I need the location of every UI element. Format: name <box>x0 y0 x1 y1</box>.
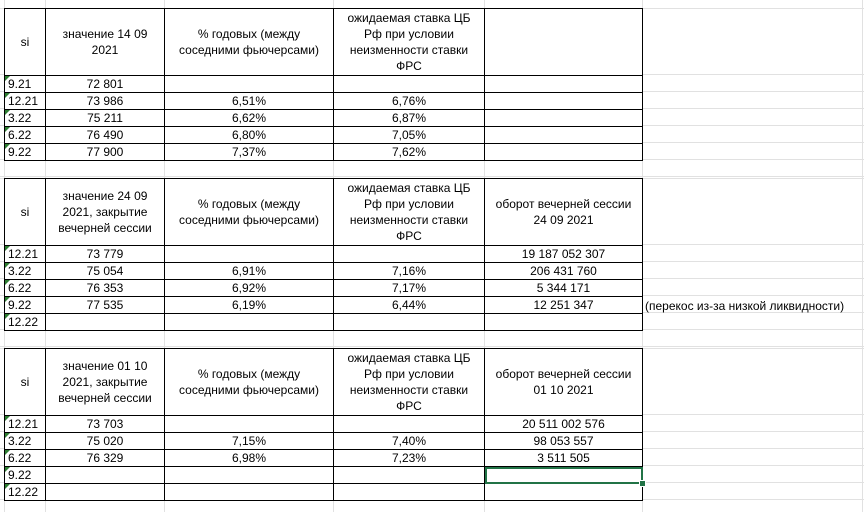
si-column-cell[interactable]: 6.22 <box>5 127 46 144</box>
value-column-cell[interactable]: 72 801 <box>46 76 165 93</box>
table-row <box>5 127 643 144</box>
si-column-cell[interactable]: 9.22 <box>5 297 46 314</box>
table-row <box>5 280 643 297</box>
table-row <box>5 467 643 484</box>
expected-rate-column-cell[interactable]: 7,05% <box>334 127 485 144</box>
value-column-cell[interactable] <box>46 484 165 501</box>
header-expected-rate-column[interactable]: ожидаемая ставка ЦБ Рф при условии неизменности ставки ФРС <box>334 9 485 76</box>
turnover-column-cell[interactable]: 5 344 171 <box>485 280 643 297</box>
value-column-cell[interactable]: 73 779 <box>46 246 165 263</box>
header-annual-percent-column[interactable]: % годовых (между соседними фьючерсами) <box>165 179 334 246</box>
expected-rate-column-cell[interactable] <box>334 416 485 433</box>
si-column-cell[interactable]: 12.21 <box>5 246 46 263</box>
turnover-column-cell[interactable] <box>485 127 643 144</box>
expected-rate-column-cell[interactable] <box>334 314 485 331</box>
si-column-cell[interactable]: 9.22 <box>5 144 46 161</box>
expected-rate-column-cell[interactable] <box>334 76 485 93</box>
header-value-column[interactable]: значение 01 10 2021, закрытие вечерней сессии <box>46 349 165 416</box>
value-column-cell[interactable]: 73 703 <box>46 416 165 433</box>
table-row <box>5 450 643 467</box>
si-column-cell[interactable]: 12.21 <box>5 93 46 110</box>
header-turnover-column[interactable]: оборот вечерней сессии 24 09 2021 <box>485 179 643 246</box>
turnover-column-cell[interactable]: 98 053 557 <box>485 433 643 450</box>
header-expected-rate-column[interactable]: ожидаемая ставка ЦБ Рф при условии неизменности ставки ФРС <box>334 349 485 416</box>
header-value-column[interactable]: значение 14 09 2021 <box>46 9 165 76</box>
value-column-cell[interactable]: 77 900 <box>46 144 165 161</box>
annual-percent-column-cell[interactable] <box>165 76 334 93</box>
expected-rate-column-cell[interactable]: 7,23% <box>334 450 485 467</box>
value-column-cell[interactable]: 75 020 <box>46 433 165 450</box>
header-annual-percent-column[interactable]: % годовых (между соседними фьючерсами) <box>165 9 334 76</box>
annual-percent-column-cell[interactable] <box>165 467 334 484</box>
table-row <box>5 433 643 450</box>
header-turnover-column[interactable]: оборот вечерней сессии 01 10 2021 <box>485 349 643 416</box>
header-si-column[interactable]: si <box>5 9 46 76</box>
si-column-cell[interactable]: 6.22 <box>5 280 46 297</box>
header-si-column[interactable]: si <box>5 349 46 416</box>
table-row <box>5 416 643 433</box>
annual-percent-column-cell[interactable]: 6,98% <box>165 450 334 467</box>
liquidity-note[interactable]: (перекос из-за низкой ликвидности) <box>645 299 845 313</box>
si-column-cell[interactable]: 12.22 <box>5 484 46 501</box>
turnover-column-cell[interactable]: 12 251 347 <box>485 297 643 314</box>
value-column-cell[interactable] <box>46 467 165 484</box>
value-column-cell[interactable]: 76 329 <box>46 450 165 467</box>
si-column-cell[interactable]: 9.21 <box>5 76 46 93</box>
annual-percent-column-cell[interactable] <box>165 314 334 331</box>
futures-table-01-10 <box>4 348 643 501</box>
expected-rate-column-cell[interactable] <box>334 484 485 501</box>
futures-table-24-09 <box>4 178 643 331</box>
si-column-cell[interactable]: 6.22 <box>5 450 46 467</box>
header-row <box>5 9 643 76</box>
turnover-column-cell[interactable]: 19 187 052 307 <box>485 246 643 263</box>
turnover-column-cell[interactable] <box>485 467 643 484</box>
annual-percent-column-cell[interactable]: 7,37% <box>165 144 334 161</box>
table-row <box>5 297 643 314</box>
expected-rate-column-cell[interactable]: 7,40% <box>334 433 485 450</box>
annual-percent-column-cell[interactable] <box>165 246 334 263</box>
turnover-column-cell[interactable]: 20 511 002 576 <box>485 416 643 433</box>
turnover-column-cell[interactable]: 206 431 760 <box>485 263 643 280</box>
table-row <box>5 314 643 331</box>
turnover-column-cell[interactable] <box>485 93 643 110</box>
table-row <box>5 93 643 110</box>
turnover-column-cell[interactable] <box>485 144 643 161</box>
annual-percent-column-cell[interactable] <box>165 484 334 501</box>
table-row <box>5 110 643 127</box>
header-turnover-column[interactable] <box>485 9 643 76</box>
si-column-cell[interactable]: 3.22 <box>5 263 46 280</box>
si-column-cell[interactable]: 9.22 <box>5 467 46 484</box>
header-expected-rate-column[interactable]: ожидаемая ставка ЦБ Рф при условии неизменности ставки ФРС <box>334 179 485 246</box>
table-row <box>5 484 643 501</box>
turnover-column-cell[interactable] <box>485 484 643 501</box>
si-column-cell[interactable]: 3.22 <box>5 110 46 127</box>
futures-table-14-09 <box>4 8 643 161</box>
expected-rate-column-cell[interactable] <box>334 467 485 484</box>
header-row <box>5 349 643 416</box>
annual-percent-column-cell[interactable]: 7,15% <box>165 433 334 450</box>
table-row <box>5 144 643 161</box>
expected-rate-column-cell[interactable]: 6,44% <box>334 297 485 314</box>
annual-percent-column-cell[interactable]: 6,19% <box>165 297 334 314</box>
header-si-column[interactable]: si <box>5 179 46 246</box>
annual-percent-column-cell[interactable]: 6,51% <box>165 93 334 110</box>
value-column-cell[interactable]: 75 054 <box>46 263 165 280</box>
annual-percent-column-cell[interactable]: 6,80% <box>165 127 334 144</box>
turnover-column-cell[interactable] <box>485 76 643 93</box>
expected-rate-column-cell[interactable]: 7,62% <box>334 144 485 161</box>
turnover-column-cell[interactable] <box>485 314 643 331</box>
expected-rate-column-cell[interactable]: 7,17% <box>334 280 485 297</box>
value-column-cell[interactable]: 76 353 <box>46 280 165 297</box>
value-column-cell[interactable]: 75 211 <box>46 110 165 127</box>
header-row <box>5 179 643 246</box>
annual-percent-column-cell[interactable] <box>165 416 334 433</box>
turnover-column-cell[interactable]: 3 511 505 <box>485 450 643 467</box>
si-column-cell[interactable]: 3.22 <box>5 433 46 450</box>
value-column-cell[interactable]: 77 535 <box>46 297 165 314</box>
table-row <box>5 246 643 263</box>
expected-rate-column-cell[interactable]: 6,76% <box>334 93 485 110</box>
annual-percent-column-cell[interactable]: 6,92% <box>165 280 334 297</box>
annual-percent-column-cell[interactable]: 6,91% <box>165 263 334 280</box>
header-annual-percent-column[interactable]: % годовых (между соседними фьючерсами) <box>165 349 334 416</box>
table-row <box>5 76 643 93</box>
fill-handle[interactable] <box>639 480 646 487</box>
value-column-cell[interactable] <box>46 314 165 331</box>
value-column-cell[interactable]: 76 490 <box>46 127 165 144</box>
value-column-cell[interactable]: 73 986 <box>46 93 165 110</box>
si-column-cell[interactable]: 12.22 <box>5 314 46 331</box>
expected-rate-column-cell[interactable]: 6,87% <box>334 110 485 127</box>
turnover-column-cell[interactable] <box>485 110 643 127</box>
annual-percent-column-cell[interactable]: 6,62% <box>165 110 334 127</box>
table-row <box>5 263 643 280</box>
header-value-column[interactable]: значение 24 09 2021, закрытие вечерней сессии <box>46 179 165 246</box>
expected-rate-column-cell[interactable] <box>334 246 485 263</box>
expected-rate-column-cell[interactable]: 7,16% <box>334 263 485 280</box>
si-column-cell[interactable]: 12.21 <box>5 416 46 433</box>
